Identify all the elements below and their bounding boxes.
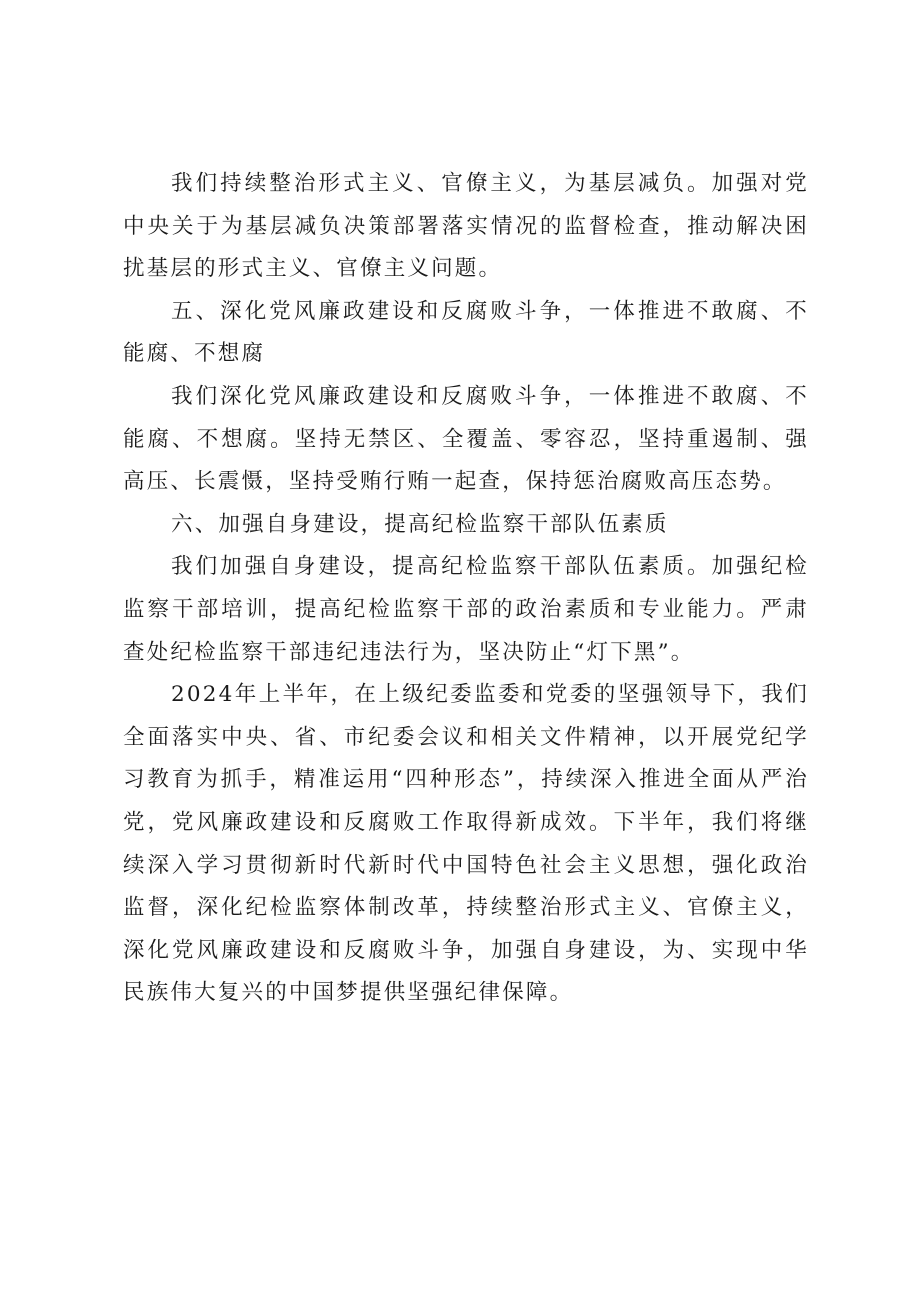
section-heading-six: 六、加强自身建设，提高纪检监察干部队伍素质 — [171, 511, 669, 537]
paragraph-self-building: 我们加强自身建设，提高纪检监察干部队伍素质。加强纪检监察干部培训，提高纪检监察干部的政治素质和专业能力。严肃查处纪检监察干部违纪违法行为，坚决防止“灯下黑”。 — [123, 554, 809, 665]
paragraph-reduce-burden: 我们持续整治形式主义、官僚主义，为基层减负。加强对党中央关于为基层减负决策部署落实情况的监督检查，推动解决困扰基层的形式主义、官僚主义问题。 — [123, 171, 809, 282]
paragraph-summary: 2024年上半年，在上级纪委监委和党委的坚强领导下，我们全面落实中央、省、市纪委会议和相关文件精神，以开展党纪学习教育为抓手，精准运用“四种形态”，持续深入推进全面从严治党，党风廉政建设和反腐败工作取得新成效。下半年，我们将继续深入学习贯彻新时代新时代中国特色社会主义思想，强化政治监督，深化纪检监察体制改革，持续整治形式主义、官僚主义，深化党风廉政建设和反腐败斗争，加强自身建设，为、实现中华民族伟大复兴的中国梦提供坚强纪律保障。 — [123, 682, 809, 1006]
paragraph-anti-corruption: 我们深化党风廉政建设和反腐败斗争，一体推进不敢腐、不能腐、不想腐。坚持无禁区、全覆盖、零容忍，坚持重遏制、强高压、长震慑，坚持受贿行贿一起查，保持惩治腐败高压态势。 — [123, 383, 809, 495]
document-body — [123, 163, 809, 1015]
section-heading-five: 五、深化党风廉政建设和反腐败斗争，一体推进不敢腐、不能腐、不想腐 — [123, 298, 809, 367]
